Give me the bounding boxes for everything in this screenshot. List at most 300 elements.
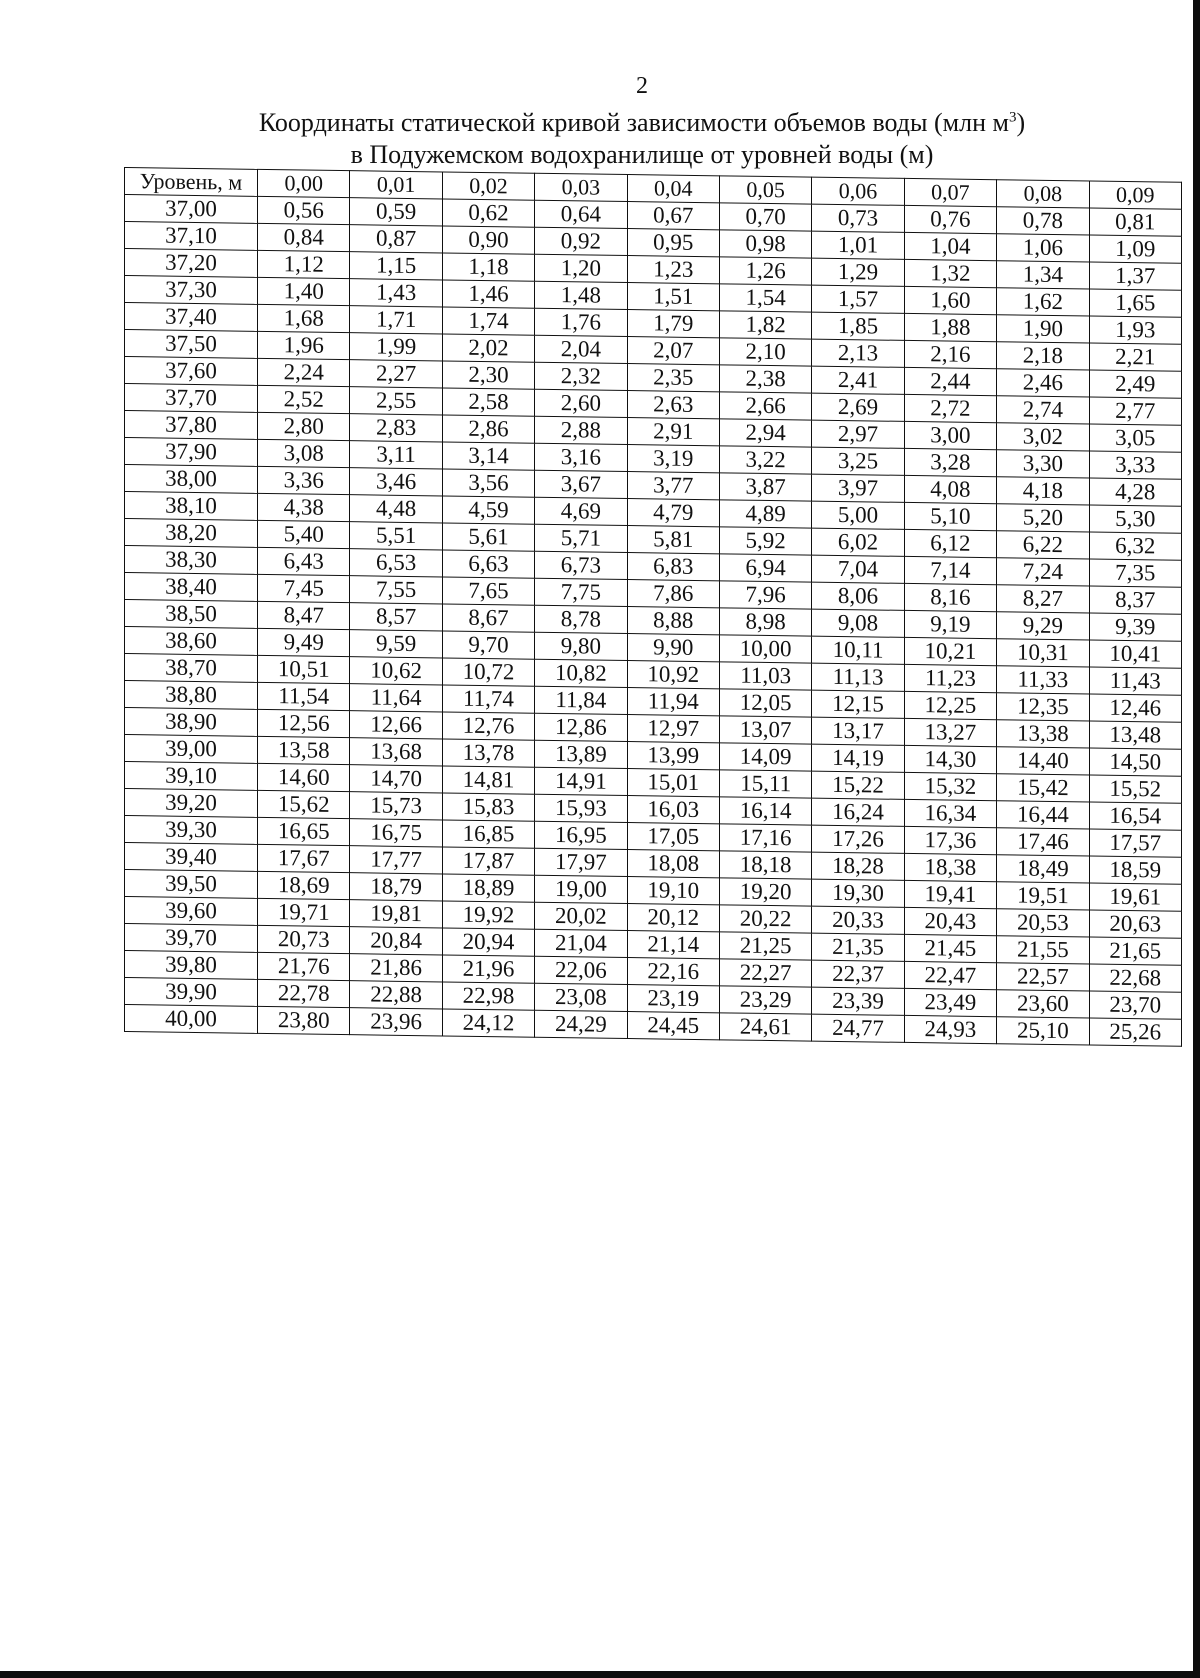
volume-cell: 7,24: [997, 558, 1089, 586]
volume-cell: 10,00: [719, 635, 811, 663]
volume-cell: 7,35: [1089, 559, 1181, 587]
volume-cell: 0,73: [812, 204, 904, 232]
volume-cell: 20,02: [535, 902, 627, 930]
volume-cell: 10,51: [258, 655, 350, 683]
volume-cell: 14,91: [535, 767, 627, 795]
volume-cell: 3,25: [812, 447, 904, 475]
volume-cell: 15,22: [812, 771, 904, 799]
volume-cell: 6,73: [535, 551, 627, 579]
volume-cell: 20,73: [258, 925, 350, 953]
volume-cell: 1,23: [627, 256, 719, 284]
volume-cell: 5,81: [627, 526, 719, 554]
volume-cell: 9,19: [904, 610, 996, 638]
volume-cell: 18,18: [719, 851, 811, 879]
level-cell: 37,40: [125, 303, 258, 332]
volume-cell: 0,67: [627, 202, 719, 230]
volume-cell: 12,97: [627, 715, 719, 743]
volume-cell: 6,22: [997, 531, 1089, 559]
volume-cell: 11,84: [535, 686, 627, 714]
volume-cell: 0,59: [350, 198, 442, 226]
volume-cell: 3,08: [258, 439, 350, 467]
volume-cell: 3,33: [1089, 451, 1181, 479]
volume-cell: 16,54: [1089, 802, 1181, 830]
volume-cell: 1,93: [1089, 316, 1181, 344]
volume-cell: 2,66: [719, 392, 811, 420]
page-title-line-1: [0, 108, 1200, 138]
volume-cell: 1,88: [904, 313, 996, 341]
volume-cell: 12,35: [997, 693, 1089, 721]
volume-cell: 16,03: [627, 796, 719, 824]
volume-cell: 8,37: [1089, 586, 1181, 614]
volume-cell: 20,43: [904, 907, 996, 935]
volume-cell: 14,40: [997, 747, 1089, 775]
volume-cell: 23,39: [812, 987, 904, 1015]
volume-cell: 10,41: [1089, 640, 1181, 668]
volume-cell: 6,83: [627, 553, 719, 581]
page-number: 2: [636, 73, 648, 99]
volume-cell: 3,97: [812, 474, 904, 502]
volume-cell: 19,51: [997, 882, 1089, 910]
volume-cell: 13,68: [350, 738, 442, 766]
volume-cell: 2,04: [535, 335, 627, 363]
volume-cell: 16,85: [442, 820, 534, 848]
level-cell: 39,00: [125, 735, 258, 764]
volume-cell: 13,07: [719, 716, 811, 744]
volume-cell: 8,57: [350, 603, 442, 631]
volume-cell: 2,86: [442, 415, 534, 443]
volume-cell: 8,47: [258, 601, 350, 629]
volume-cell: 3,00: [904, 421, 996, 449]
volume-cell: 7,45: [258, 574, 350, 602]
volume-cell: 20,94: [442, 928, 534, 956]
volume-cell: 18,89: [442, 874, 534, 902]
volume-cell: 10,11: [812, 636, 904, 664]
volume-cell: 2,44: [904, 367, 996, 395]
volume-cell: 1,18: [442, 253, 534, 281]
volume-cell: 14,50: [1089, 748, 1181, 776]
volume-cell: 17,36: [904, 826, 996, 854]
volume-cell: 21,35: [812, 933, 904, 961]
volume-cell: 0,62: [442, 199, 534, 227]
volume-cell: 11,13: [812, 663, 904, 691]
level-cell: 38,20: [125, 519, 258, 548]
volume-cell: 10,82: [535, 659, 627, 687]
volume-cell: 1,51: [627, 283, 719, 311]
level-cell: 38,80: [125, 681, 258, 710]
level-cell: 39,40: [125, 843, 258, 872]
volume-cell: 3,56: [442, 469, 534, 497]
volume-cell: 19,30: [812, 879, 904, 907]
volume-cell: 1,96: [258, 331, 350, 359]
volume-cell: 1,34: [997, 261, 1089, 289]
volume-cell: 15,01: [627, 769, 719, 797]
volume-cell: 2,32: [535, 362, 627, 390]
header-cell-increment: 0,05: [719, 176, 811, 204]
volume-cell: 2,35: [627, 364, 719, 392]
volume-cell: 13,27: [904, 718, 996, 746]
volume-cell: 11,64: [350, 684, 442, 712]
volume-cell: 1,68: [258, 304, 350, 332]
level-cell: 39,90: [125, 978, 258, 1007]
volume-cell: 2,94: [719, 419, 811, 447]
volume-cell: 2,58: [442, 388, 534, 416]
level-cell: 37,50: [125, 330, 258, 359]
volume-cell: 1,99: [350, 333, 442, 361]
volume-cell: 15,42: [997, 774, 1089, 802]
volume-cell: 10,21: [904, 637, 996, 665]
level-cell: 38,60: [125, 627, 258, 656]
volume-cell: 6,63: [442, 550, 534, 578]
volume-cell: 2,46: [997, 369, 1089, 397]
volume-cell: 21,14: [627, 931, 719, 959]
volume-cell: 16,75: [350, 819, 442, 847]
volume-cell: 24,45: [627, 1012, 719, 1040]
volume-cell: 12,66: [350, 711, 442, 739]
volume-cell: 12,25: [904, 691, 996, 719]
volume-cell: 17,05: [627, 823, 719, 851]
volume-cell: 17,46: [997, 828, 1089, 856]
volume-cell: 1,82: [719, 311, 811, 339]
volume-cell: 20,22: [719, 905, 811, 933]
volume-cell: 21,55: [997, 936, 1089, 964]
volume-cell: 11,74: [442, 685, 534, 713]
volume-cell: 18,49: [997, 855, 1089, 883]
volume-cell: 9,29: [997, 612, 1089, 640]
level-cell: 39,30: [125, 816, 258, 845]
volume-cell: 3,02: [997, 423, 1089, 451]
volume-cell: 11,03: [719, 662, 811, 690]
volume-cell: 11,94: [627, 688, 719, 716]
volume-cell: 1,37: [1089, 262, 1181, 290]
volume-cell: 16,65: [258, 817, 350, 845]
volume-cell: 13,38: [997, 720, 1089, 748]
volume-cell: 19,71: [258, 898, 350, 926]
volume-cell: 2,10: [719, 338, 811, 366]
volume-cell: 10,92: [627, 661, 719, 689]
table-body: [125, 168, 1182, 1047]
volume-cell: 0,87: [350, 225, 442, 253]
volume-cell: 2,27: [350, 360, 442, 388]
volume-cell: 16,95: [535, 821, 627, 849]
volume-cell: 1,57: [812, 285, 904, 313]
volume-cell: 3,46: [350, 468, 442, 496]
volume-cell: 23,60: [997, 990, 1089, 1018]
volume-cell: 2,52: [258, 385, 350, 413]
volume-cell: 0,76: [904, 205, 996, 233]
volume-cell: 24,93: [904, 1015, 996, 1043]
header-cell-increment: 0,01: [350, 171, 442, 199]
volume-cell: 1,74: [442, 307, 534, 335]
volume-cell: 8,78: [535, 605, 627, 633]
volume-cell: 3,87: [719, 473, 811, 501]
title-text: Координаты статической кривой зависимости объемов воды (млн м: [258, 108, 1009, 137]
header-cell-level: Уровень, м: [125, 168, 258, 197]
volume-cell: 6,53: [350, 549, 442, 577]
volume-cell: 2,38: [719, 365, 811, 393]
volume-cell: 0,90: [442, 226, 534, 254]
volume-cell: 20,33: [812, 906, 904, 934]
volume-cell: 24,61: [719, 1013, 811, 1041]
volume-cell: 10,62: [350, 657, 442, 685]
volume-cell: 23,70: [1089, 991, 1181, 1019]
volume-cell: 1,79: [627, 310, 719, 338]
volume-cell: 14,30: [904, 745, 996, 773]
volume-cell: 4,69: [535, 497, 627, 525]
level-cell: 38,40: [125, 573, 258, 602]
level-cell: 37,30: [125, 276, 258, 305]
volume-cell: 7,96: [719, 581, 811, 609]
volume-cell: 1,90: [997, 315, 1089, 343]
volume-cell: 4,38: [258, 493, 350, 521]
volume-cell: 2,63: [627, 391, 719, 419]
volume-cell: 1,48: [535, 281, 627, 309]
volume-level-table: [124, 167, 1182, 1047]
volume-cell: 17,87: [442, 847, 534, 875]
volume-cell: 19,00: [535, 875, 627, 903]
volume-cell: 24,77: [812, 1014, 904, 1042]
volume-cell: 2,41: [812, 366, 904, 394]
level-cell: 40,00: [125, 1005, 258, 1034]
volume-cell: 4,59: [442, 496, 534, 524]
volume-cell: 11,54: [258, 682, 350, 710]
volume-cell: 4,28: [1089, 478, 1181, 506]
volume-cell: 4,08: [904, 475, 996, 503]
volume-cell: 6,94: [719, 554, 811, 582]
volume-cell: 1,46: [442, 280, 534, 308]
volume-cell: 2,77: [1089, 397, 1181, 425]
volume-cell: 25,26: [1089, 1018, 1181, 1046]
volume-cell: 9,49: [258, 628, 350, 656]
volume-cell: 1,76: [535, 308, 627, 336]
volume-cell: 25,10: [997, 1017, 1089, 1045]
level-cell: 38,50: [125, 600, 258, 629]
volume-cell: 1,43: [350, 279, 442, 307]
volume-cell: 12,56: [258, 709, 350, 737]
header-cell-increment: 0,03: [535, 173, 627, 201]
level-cell: 37,80: [125, 411, 258, 440]
volume-cell: 1,29: [812, 258, 904, 286]
volume-cell: 2,21: [1089, 343, 1181, 371]
volume-cell: 23,29: [719, 986, 811, 1014]
header-cell-increment: 0,04: [627, 175, 719, 203]
level-cell: 38,30: [125, 546, 258, 575]
volume-cell: 2,55: [350, 387, 442, 415]
volume-cell: 5,00: [812, 501, 904, 529]
level-cell: 39,70: [125, 924, 258, 953]
volume-cell: 18,69: [258, 871, 350, 899]
volume-cell: 21,76: [258, 952, 350, 980]
volume-cell: 2,24: [258, 358, 350, 386]
level-cell: 37,10: [125, 222, 258, 251]
volume-cell: 22,98: [442, 982, 534, 1010]
volume-cell: 8,16: [904, 583, 996, 611]
volume-cell: 1,01: [812, 231, 904, 259]
level-cell: 38,00: [125, 465, 258, 494]
volume-cell: 22,37: [812, 960, 904, 988]
volume-cell: 15,62: [258, 790, 350, 818]
volume-cell: 16,34: [904, 799, 996, 827]
volume-cell: 13,78: [442, 739, 534, 767]
volume-cell: 3,30: [997, 450, 1089, 478]
volume-cell: 6,12: [904, 529, 996, 557]
volume-cell: 2,30: [442, 361, 534, 389]
volume-cell: 21,65: [1089, 937, 1181, 965]
volume-cell: 9,59: [350, 630, 442, 658]
volume-cell: 2,49: [1089, 370, 1181, 398]
volume-cell: 1,15: [350, 252, 442, 280]
volume-cell: 22,06: [535, 956, 627, 984]
volume-cell: 10,31: [997, 639, 1089, 667]
volume-cell: 24,12: [442, 1009, 534, 1037]
page-title-line-2: в Подужемском водохранилище от уровней воды (м): [350, 140, 934, 169]
volume-cell: 0,70: [719, 203, 811, 231]
volume-cell: 13,58: [258, 736, 350, 764]
volume-cell: 5,92: [719, 527, 811, 555]
volume-cell: 20,12: [627, 904, 719, 932]
volume-cell: 22,88: [350, 981, 442, 1009]
volume-cell: 5,40: [258, 520, 350, 548]
level-cell: 37,70: [125, 384, 258, 413]
volume-cell: 3,22: [719, 446, 811, 474]
volume-cell: 5,30: [1089, 505, 1181, 533]
volume-cell: 9,90: [627, 634, 719, 662]
level-cell: 38,90: [125, 708, 258, 737]
volume-cell: 24,29: [535, 1010, 627, 1038]
volume-cell: 23,49: [904, 988, 996, 1016]
volume-cell: 23,19: [627, 985, 719, 1013]
volume-cell: 4,48: [350, 495, 442, 523]
volume-cell: 20,63: [1089, 910, 1181, 938]
volume-cell: 2,88: [535, 416, 627, 444]
volume-cell: 13,48: [1089, 721, 1181, 749]
volume-cell: 1,54: [719, 284, 811, 312]
level-cell: 38,10: [125, 492, 258, 521]
volume-cell: 5,20: [997, 504, 1089, 532]
volume-cell: 8,27: [997, 585, 1089, 613]
volume-cell: 14,70: [350, 765, 442, 793]
volume-cell: 0,95: [627, 229, 719, 257]
volume-cell: 15,32: [904, 772, 996, 800]
volume-cell: 19,92: [442, 901, 534, 929]
volume-cell: 7,75: [535, 578, 627, 606]
volume-cell: 9,70: [442, 631, 534, 659]
header-cell-increment: 0,07: [904, 178, 996, 206]
volume-cell: 4,79: [627, 499, 719, 527]
volume-cell: 15,11: [719, 770, 811, 798]
volume-cell: 0,64: [535, 200, 627, 228]
volume-cell: 22,68: [1089, 964, 1181, 992]
volume-cell: 12,46: [1089, 694, 1181, 722]
level-cell: 39,10: [125, 762, 258, 791]
volume-cell: 8,88: [627, 607, 719, 635]
volume-cell: 0,81: [1089, 208, 1181, 236]
volume-cell: 1,85: [812, 312, 904, 340]
volume-cell: 22,16: [627, 958, 719, 986]
volume-cell: 9,39: [1089, 613, 1181, 641]
volume-cell: 18,38: [904, 853, 996, 881]
volume-cell: 5,51: [350, 522, 442, 550]
volume-cell: 15,83: [442, 793, 534, 821]
volume-cell: 13,17: [812, 717, 904, 745]
volume-cell: 3,28: [904, 448, 996, 476]
volume-cell: 0,56: [258, 196, 350, 224]
volume-cell: 3,16: [535, 443, 627, 471]
volume-cell: 17,67: [258, 844, 350, 872]
volume-cell: 3,19: [627, 445, 719, 473]
level-cell: 37,60: [125, 357, 258, 386]
volume-cell: 23,80: [258, 1006, 350, 1034]
volume-cell: 8,98: [719, 608, 811, 636]
volume-cell: 6,02: [812, 528, 904, 556]
header-cell-increment: 0,00: [258, 169, 350, 197]
volume-cell: 22,27: [719, 959, 811, 987]
volume-cell: 11,43: [1089, 667, 1181, 695]
volume-cell: 1,20: [535, 254, 627, 282]
volume-cell: 1,04: [904, 232, 996, 260]
volume-cell: 3,67: [535, 470, 627, 498]
level-cell: 39,20: [125, 789, 258, 818]
volume-cell: 19,41: [904, 880, 996, 908]
volume-cell: 23,96: [350, 1008, 442, 1036]
volume-cell: 19,61: [1089, 883, 1181, 911]
volume-cell: 2,74: [997, 396, 1089, 424]
volume-cell: 15,52: [1089, 775, 1181, 803]
volume-cell: 2,07: [627, 337, 719, 365]
volume-cell: 5,61: [442, 523, 534, 551]
volume-cell: 21,04: [535, 929, 627, 957]
volume-cell: 15,73: [350, 792, 442, 820]
volume-cell: 3,11: [350, 441, 442, 469]
header-cell-increment: 0,08: [997, 180, 1089, 208]
volume-cell: 5,10: [904, 502, 996, 530]
volume-cell: 1,60: [904, 286, 996, 314]
volume-cell: 11,33: [997, 666, 1089, 694]
volume-cell: 1,12: [258, 250, 350, 278]
volume-cell: 2,13: [812, 339, 904, 367]
volume-cell: 21,96: [442, 955, 534, 983]
volume-cell: 15,93: [535, 794, 627, 822]
header-cell-increment: 0,02: [442, 172, 534, 200]
volume-cell: 18,08: [627, 850, 719, 878]
title-superscript: 3: [1008, 109, 1017, 126]
volume-cell: 20,84: [350, 927, 442, 955]
header-cell-increment: 0,06: [812, 177, 904, 205]
volume-cell: 2,60: [535, 389, 627, 417]
volume-cell: 17,97: [535, 848, 627, 876]
volume-cell: 6,32: [1089, 532, 1181, 560]
volume-cell: 9,08: [812, 609, 904, 637]
table-container: [124, 167, 1182, 1047]
volume-cell: 13,99: [627, 742, 719, 770]
volume-cell: 17,77: [350, 846, 442, 874]
volume-cell: 14,81: [442, 766, 534, 794]
volume-cell: 1,09: [1089, 235, 1181, 263]
volume-cell: 18,59: [1089, 856, 1181, 884]
volume-cell: 0,84: [258, 223, 350, 251]
volume-cell: 1,71: [350, 306, 442, 334]
volume-cell: 18,28: [812, 852, 904, 880]
volume-cell: 2,80: [258, 412, 350, 440]
volume-cell: 19,10: [627, 877, 719, 905]
volume-cell: 16,24: [812, 798, 904, 826]
volume-cell: 21,86: [350, 954, 442, 982]
volume-cell: 2,69: [812, 393, 904, 421]
volume-cell: 12,86: [535, 713, 627, 741]
level-cell: 37,20: [125, 249, 258, 278]
volume-cell: 0,98: [719, 230, 811, 258]
volume-cell: 22,47: [904, 961, 996, 989]
volume-cell: 7,65: [442, 577, 534, 605]
